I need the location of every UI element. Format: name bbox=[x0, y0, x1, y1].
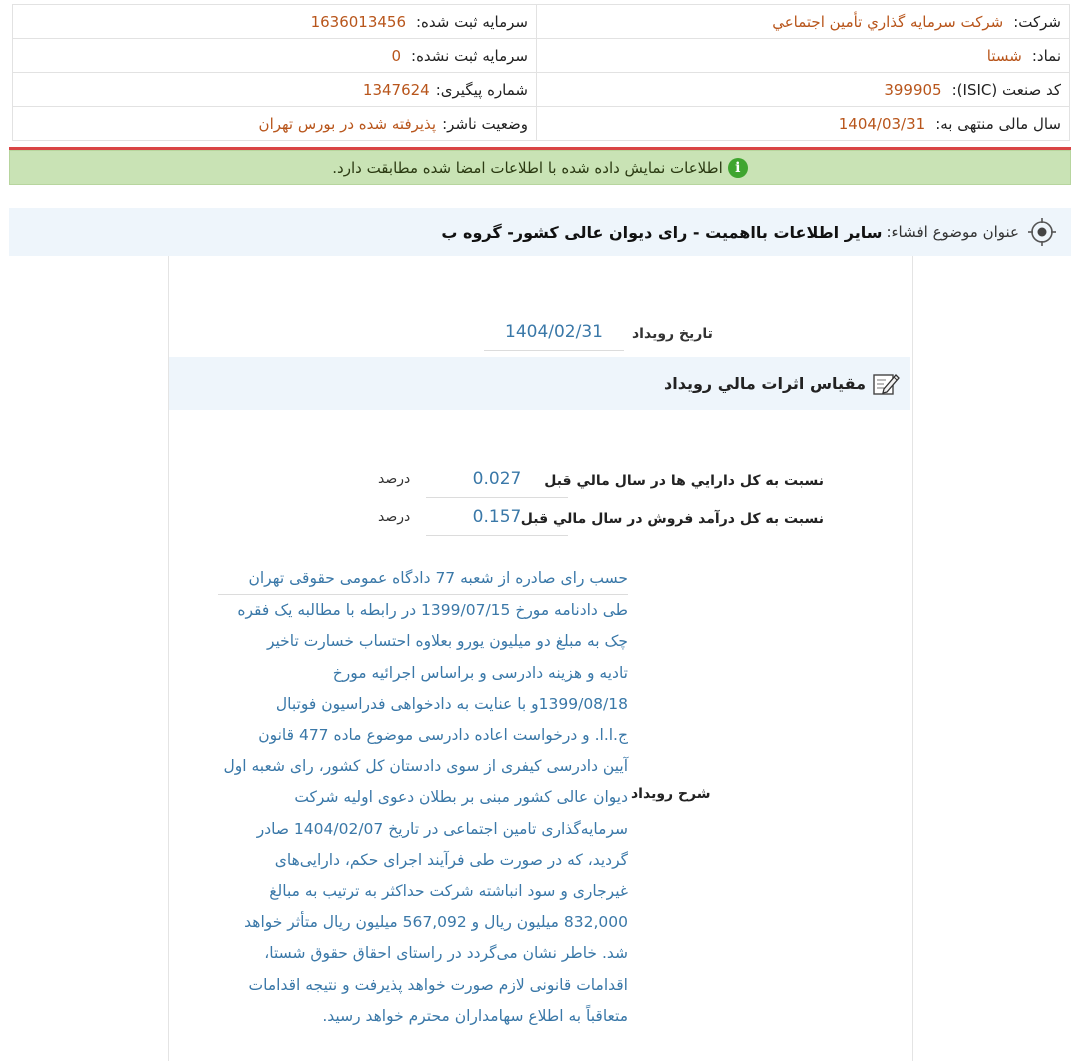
description-line: 832,000 میلیون ریال و 567,092 میلیون ریال متأثر خواهد bbox=[244, 913, 628, 932]
ratio-unit: درصد bbox=[378, 509, 411, 525]
financial-impact-header bbox=[169, 357, 910, 410]
ratio-row-revenue bbox=[0, 499, 1080, 539]
isic-cell bbox=[537, 73, 1070, 107]
disclosure-subject-bar bbox=[9, 208, 1071, 256]
subject-label: عنوان موضوع افشاء: bbox=[886, 223, 1019, 241]
description-line: 1399/08/18و با عنایت به دادخواهی فدراسیون فوتبال bbox=[275, 694, 628, 713]
description-line: شد. خاطر نشان می‌گردد در راستای احقاق حقوق شستا، bbox=[264, 944, 628, 963]
description-line: غیرجاری و سود انباشته شرکت حداکثر به ترتیب به مبالغ bbox=[269, 882, 628, 901]
ratio-label: نسبت به کل دارايي ها در سال مالي قبل bbox=[544, 473, 824, 489]
fiscal-year-value: 1404/03/31 bbox=[838, 114, 926, 133]
ratio-value: 0.027 bbox=[426, 461, 568, 498]
description-line: طی دادنامه مورخ 1399/07/15 در رابطه با مطالبه یک فقره bbox=[237, 601, 628, 620]
company-value: شرکت سرمايه گذاري تأمين اجتماعي bbox=[772, 12, 1004, 31]
unregistered-capital-value: 0 bbox=[391, 46, 402, 65]
info-icon: i bbox=[728, 158, 748, 178]
isic-value: 399905 bbox=[884, 80, 942, 99]
signature-match-notice bbox=[9, 150, 1071, 185]
tracking-label: شماره پیگیری: bbox=[435, 80, 528, 99]
description-line: اقدامات قانونی لازم صورت خواهد پذیرفت و نتیجه اقدامات bbox=[248, 975, 628, 994]
registered-capital-label: سرمایه ثبت شده: bbox=[416, 12, 528, 31]
description-line: دیوان عالی کشور مبنی بر بطلان دعوی اولیه شرکت bbox=[294, 788, 628, 807]
ratio-label: نسبت به کل درآمد فروش در سال مالي قبل bbox=[520, 511, 824, 527]
isic-label: کد صنعت (ISIC): bbox=[951, 80, 1061, 99]
company-cell bbox=[537, 5, 1070, 39]
description-line: حسب رای صادره از شعبه 77 دادگاه عمومی حقوقی تهران bbox=[218, 563, 628, 595]
description-line: آیین دادرسی کیفری از سوی دادستان کل کشور، رای شعبه اول bbox=[223, 757, 628, 776]
publisher-status-value: پذیرفته شده در بورس تهران bbox=[258, 114, 437, 133]
info-row bbox=[13, 107, 1070, 141]
symbol-label: نماد: bbox=[1031, 46, 1061, 65]
event-description-text bbox=[218, 563, 628, 1032]
symbol-cell bbox=[537, 39, 1070, 73]
tracking-value: 1347624 bbox=[362, 80, 430, 99]
symbol-value: شستا bbox=[986, 46, 1022, 65]
target-icon bbox=[1027, 217, 1057, 247]
description-line: سرمایه‌گذاری تامین اجتماعی در تاریخ 1404/02/07 صادر bbox=[256, 819, 628, 838]
description-line: متعاقباً به اطلاع سهامداران محترم خواهد رسید. bbox=[322, 1006, 628, 1025]
fiscal-year-label: سال مالی منتهی به: bbox=[935, 114, 1061, 133]
unregistered-capital-cell bbox=[13, 39, 537, 73]
event-description-label: شرح رويداد bbox=[631, 786, 711, 802]
event-date-label: تاريخ رويداد bbox=[632, 326, 713, 342]
subject-title: سایر اطلاعات بااهمیت - رای دیوان عالی کشور- گروه ب bbox=[441, 222, 883, 242]
info-row bbox=[13, 5, 1070, 39]
financial-impact-title: مقياس اثرات مالي رويداد bbox=[664, 374, 866, 393]
info-row bbox=[13, 39, 1070, 73]
ratio-value: 0.157 bbox=[426, 499, 568, 536]
publisher-status-label: وضعیت ناشر: bbox=[442, 114, 528, 133]
unregistered-capital-label: سرمایه ثبت نشده: bbox=[411, 46, 528, 65]
description-line: تادیه و هزینه دادرسی و براساس اجرائیه مورخ bbox=[332, 663, 628, 682]
description-line: گردید، که در صورت طی فرآیند اجرای حکم، دارایی‌های bbox=[274, 850, 628, 869]
notice-text: اطلاعات نمایش داده شده با اطلاعات امضا شده مطابقت دارد. bbox=[332, 158, 723, 177]
edit-note-icon bbox=[872, 371, 900, 397]
ratio-row-assets bbox=[0, 461, 1080, 501]
description-line: چک به مبلغ دو میلیون یورو بعلاوه احتساب خسارت تاخیر bbox=[266, 632, 628, 651]
description-line: ج.ا.ا. و درخواست اعاده دادرسی موضوع ماده 477 قانون bbox=[258, 726, 628, 745]
fiscal-year-cell bbox=[537, 107, 1070, 141]
registered-capital-cell bbox=[13, 5, 537, 39]
tracking-cell bbox=[13, 73, 537, 107]
info-row bbox=[13, 73, 1070, 107]
company-label: شرکت: bbox=[1013, 12, 1061, 31]
publisher-status-cell bbox=[13, 107, 537, 141]
company-info-table bbox=[12, 4, 1070, 141]
event-date-field: 1404/02/31 bbox=[484, 322, 624, 351]
ratio-unit: درصد bbox=[378, 471, 411, 487]
registered-capital-value: 1636013456 bbox=[310, 12, 406, 31]
